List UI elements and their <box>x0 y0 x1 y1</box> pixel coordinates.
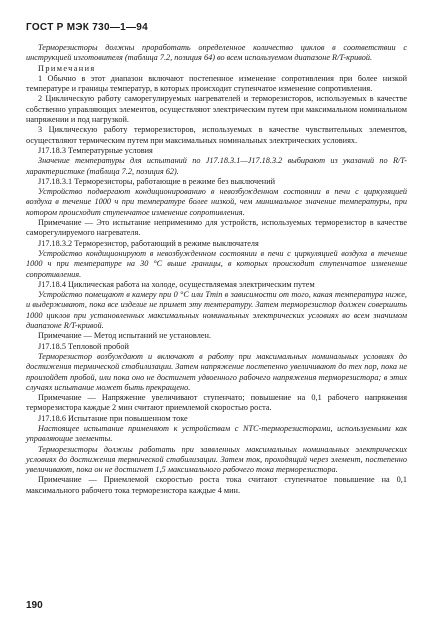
paragraph: Значение температуры для испытаний по J17.18.3.1—J17.18.3.2 выбирают из указаний по R/T-характеристике (таблица 7.2, позиция 62). <box>26 156 407 176</box>
document-body <box>26 43 407 496</box>
paragraph: Устройство подвергают кондиционированию в невозбужденном состоянии в печи с циркуляцией воздуха в течение 1000 ч при температуре более низкой, чем минимальное значение температуры, при котором происходит ступенчатое изменение сопротивления. <box>26 187 407 217</box>
paragraph: Устройство кондиционируют в невозбужденном состоянии в печи с циркуляцией воздуха в течение 1000 ч при температуре на 30 °С выше границы, в которых происходит ступенчатое изменение сопротивления. <box>26 248 407 279</box>
paragraph: J17.18.3.2 Терморезистор, работающий в режиме выключателя <box>38 238 259 248</box>
document-page <box>26 22 407 496</box>
paragraph: 3 Циклическую работу терморезисторов, используемых в качестве чувствительных элементов, осуществляют термическим путем при максимальных номинальных электрических условиях. <box>26 125 407 145</box>
page-header: ГОСТ Р МЭК 730—1—94 <box>26 22 149 33</box>
page-number: 190 <box>26 600 43 611</box>
paragraph: 1 Обычно в этот диапазон включают постепенное изменение сопротивления при более низкой температуре и границы температур, в которых происходит ступенчатое изменение сопротивления. <box>26 73 407 94</box>
paragraph: J17.18.5 Тепловой пробой <box>38 341 129 351</box>
paragraph: J17.18.4 Циклическая работа на холоде, осуществляемая электрическим путем <box>38 279 315 289</box>
paragraph: Терморезисторы должны работать при заявленных максимальных номинальных электрических условиях до достижения термической стабилизации. Затем ток, проходящий через элемент, постепенно увеличивают, пока он не достигнет 1,5 максимального рабочего тока терморезистора. <box>26 444 407 475</box>
paragraph: J17.18.6 Испытание при повышенном токе <box>38 413 188 423</box>
paragraph: J17.18.3 Температурные условия <box>38 145 153 155</box>
paragraph: Настоящее испытание применяют к устройствам с NTC-терморезисторами, используемыми как управляющие элементы. <box>26 423 407 444</box>
note-paragraph: Примечание — Метод испытаний не установлен. <box>38 331 211 341</box>
note-paragraph: Примечание — Приемлемой скоростью роста тока считают ступенчатое повышение на 0,1 максимального рабочего тока терморезистора каждые 4 мин. <box>26 475 407 495</box>
paragraph: Терморезисторы должны проработать определенное количество циклов в соответствии с инструкцией изготовителя (таблица 7.2, позиция 64) во всем используемом диапазоне R/T-кривой. <box>26 43 407 63</box>
paragraph: Терморезистор возбуждают и включают в работу при максимальных номинальных условиях до достижения термической стабилизации. Затем напряжение постепенно увеличивают до тех пор, пока не произойдет пробой, или пока оно не достигнет удвоенного рабочего напряжения терморезистора; в этих случаях испытание может быть прекращено. <box>26 351 407 392</box>
note-paragraph: Примечание — Это испытание неприменимо для устройств, используемых терморезистор в качестве саморегулируемого нагревателя. <box>26 218 407 238</box>
note-paragraph: Примечание — Напряжение увеличивают ступенчато; повышение на 0,1 рабочего напряжения терморезистора каждые 2 мин считают приемлемой скоростью роста. <box>26 393 407 413</box>
paragraph: 2 Циклическую работу саморегулируемых нагревателей и терморезисторов, используемых в качестве собственно управляющих элементов, осуществляют электрическим путем при максимальном номинальном напряжении и под нагрузкой. <box>26 94 407 125</box>
paragraph: J17.18.3.1 Терморезисторы, работающие в режиме без выключений <box>38 176 276 186</box>
notes-heading: Примечания <box>38 63 96 73</box>
paragraph: Устройство помещают в камеру при 0 °С или Tmin в зависимости от того, какая температура ниже, и выдерживают, пока все изделие не примет эту температуру. Затем терморезистор должен совершить 1000 циклов при установленных максимальных номинальных электрических условиях во всем значимом диапазоне R/T-кривой. <box>26 290 407 331</box>
